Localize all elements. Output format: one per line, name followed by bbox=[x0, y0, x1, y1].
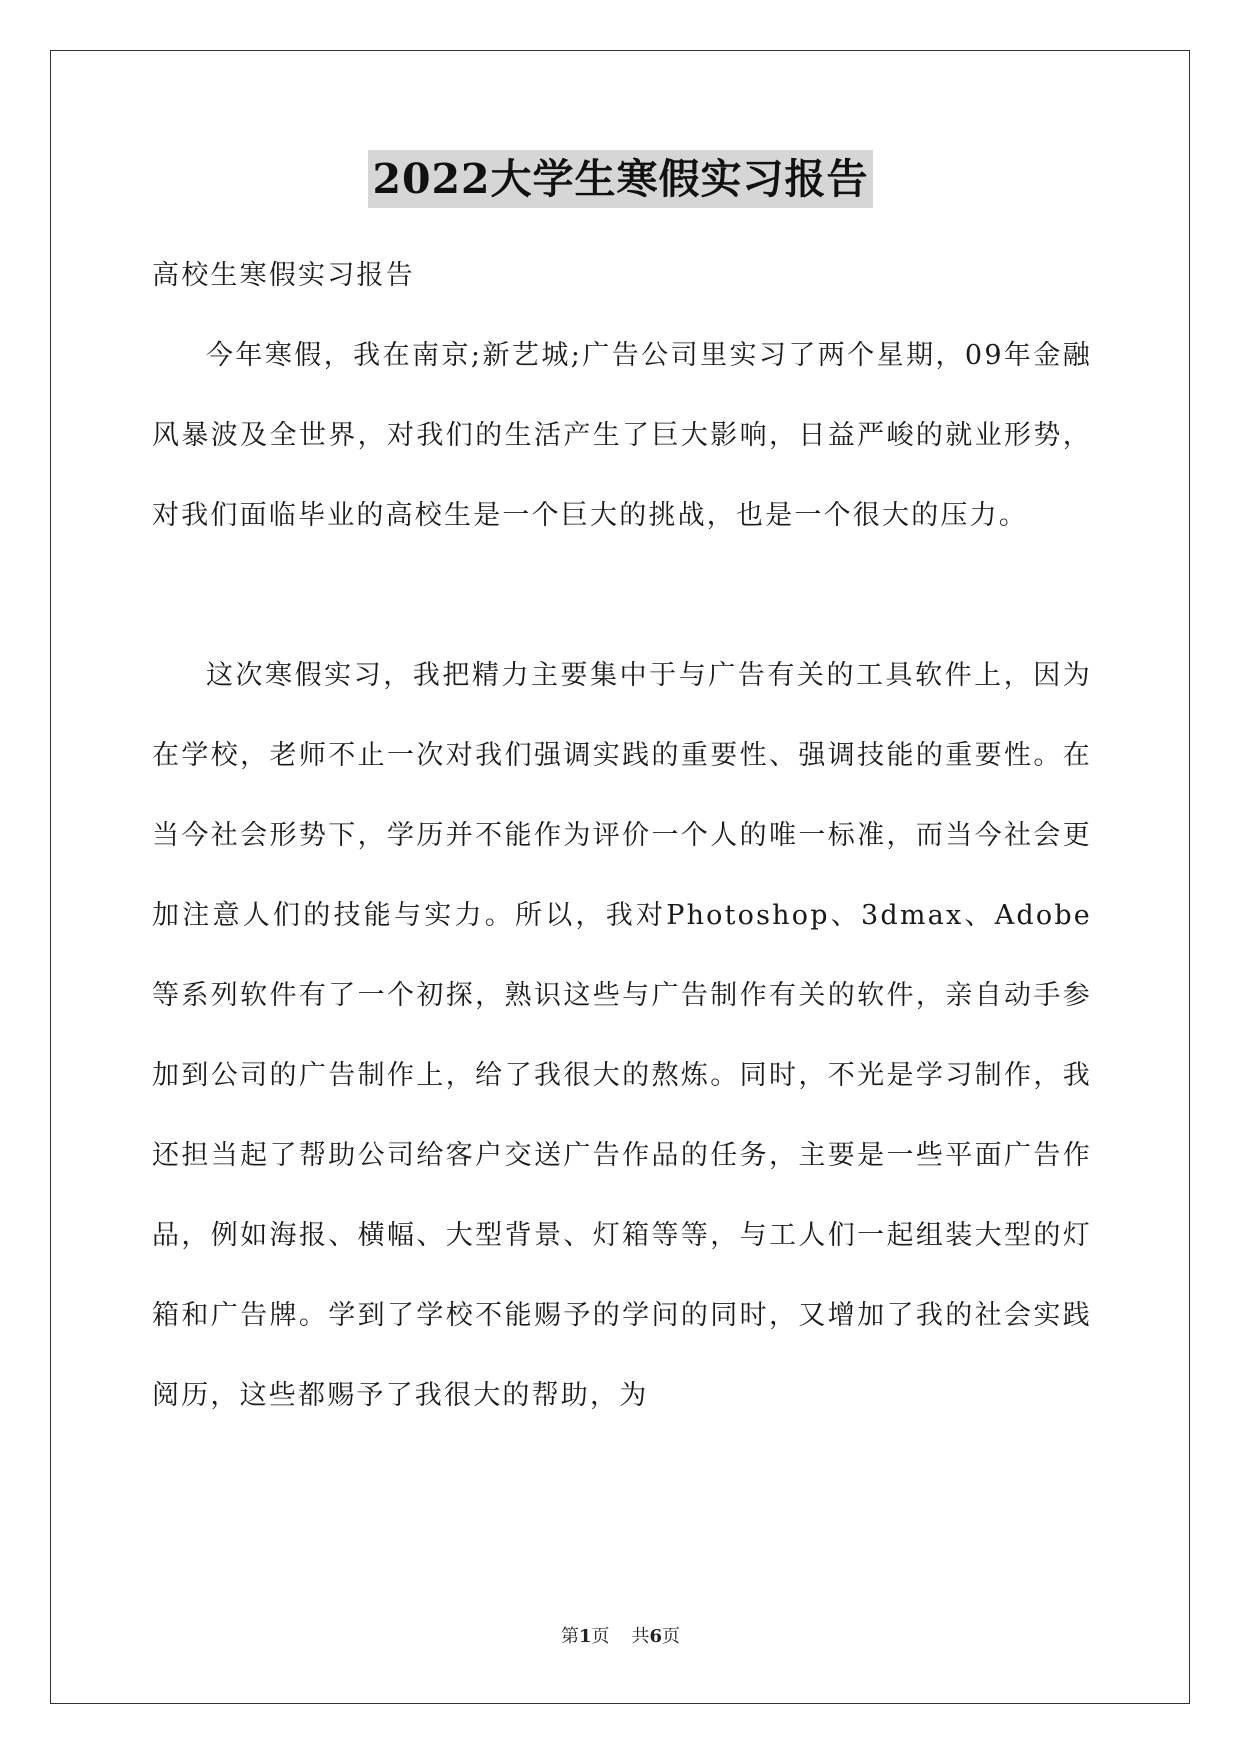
page-suffix: 页 bbox=[591, 1626, 610, 1647]
paragraph-2: 这次寒假实习，我把精力主要集中于与广告有关的工具软件上，因为在学校，老师不止一次对我们强调实践的重要性、强调技能的重要性。在当今社会形势下，学历并不能作为评价一个人的唯一标准，而当今社会更加注意人们的技能与实力。所以，我对Photoshop、3dmax、Adobe等系列软件有了一个初探，熟识这些与广告制作有关的软件，亲自动手参加到公司的广告制作上，给了我很大的熬炼。同时，不光是学习制作，我还担当起了帮助公司给客户交送广告作品的任务，主要是一些平面广告作品，例如海报、横幅、大型背景、灯箱等等，与工人们一起组装大型的灯箱和广告牌。学到了学校不能赐予的学问的同时，又增加了我的社会实践阅历，这些都赐予了我很大的帮助，为 bbox=[152, 660, 1092, 1411]
page-footer bbox=[0, 1622, 1241, 1648]
paragraph-spacer bbox=[152, 556, 1092, 636]
page-total: 6 bbox=[649, 1626, 663, 1647]
paragraph-1: 今年寒假，我在南京;新艺城;广告公司里实习了两个星期，09年金融风暴波及全世界，对我们的生活产生了巨大影响，日益严峻的就业形势，对我们面临毕业的高校生是一个巨大的挑战，也是一个很大的压力。 bbox=[152, 340, 1092, 531]
document-subtitle: 高校生寒假实习报告 bbox=[152, 260, 415, 291]
total-prefix: 共 bbox=[631, 1626, 650, 1647]
page-current: 1 bbox=[578, 1626, 592, 1647]
document-body bbox=[152, 236, 1092, 1436]
page-prefix: 第 bbox=[560, 1626, 579, 1647]
title-area bbox=[0, 150, 1241, 208]
total-suffix: 页 bbox=[662, 1626, 681, 1647]
document-title: 2022大学生寒假实习报告 bbox=[368, 150, 872, 208]
